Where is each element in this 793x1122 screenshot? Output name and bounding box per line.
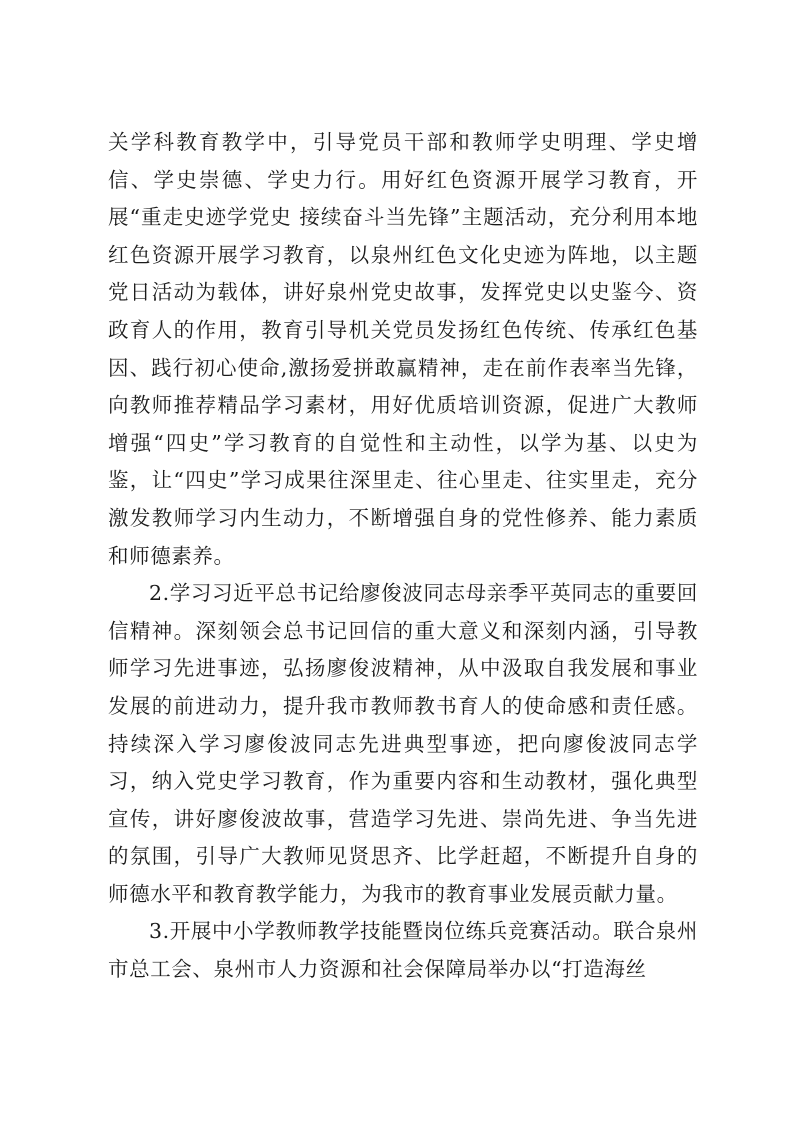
paragraph-item-2: 2.学习习近平总书记给廖俊波同志母亲季平英同志的重要回信精神。深刻领会总书记回信的重大意义和深刻内涵，引导教师学习先进事迹，弘扬廖俊波精神，从中汲取自我发展和事业发展的前进动力，提升我市教师教书育人的使命感和责任感。持续深入学习廖俊波同志先进典型事迹，把向廖俊波同志学习，纳入党史学习教育，作为重要内容和生动教材，强化典型宣传，讲好廖俊波故事，营造学习先进、崇尚先进、争当先进的氛围，引导广大教师见贤思齐、比学赶超，不断提升自身的师德水平和教育教学能力，为我市的教育事业发展贡献力量。 <box>108 581 698 906</box>
document-body <box>108 124 698 989</box>
paragraph-item-3: 3.开展中小学教师教学技能暨岗位练兵竞赛活动。联合泉州市总工会、泉州市人力资源和社会保障局举办以“打造海丝 <box>108 919 698 982</box>
paragraph-continuation: 关学科教育教学中，引导党员干部和教师学史明理、学史增信、学史崇德、学史力行。用好红色资源开展学习教育，开展“重走史迹学党史 接续奋斗当先锋”主题活动，充分利用本地红色资源开展学习教育，以泉州红色文化史迹为阵地，以主题党日活动为载体，讲好泉州党史故事，发挥党史以史鉴今、资政育人的作用，教育引导机关党员发扬红色传统、传承红色基因、践行初心使命,激扬爱拼敢赢精神，走在前作表率当先锋，向教师推荐精品学习素材，用好优质培训资源，促进广大教师增强“四史”学习教育的自觉性和主动性，以学为基、以史为鉴，让“四史”学习成果往深里走、往心里走、往实里走，充分激发教师学习内生动力，不断增强自身的党性修养、能力素质和师德素养。 <box>108 130 698 568</box>
